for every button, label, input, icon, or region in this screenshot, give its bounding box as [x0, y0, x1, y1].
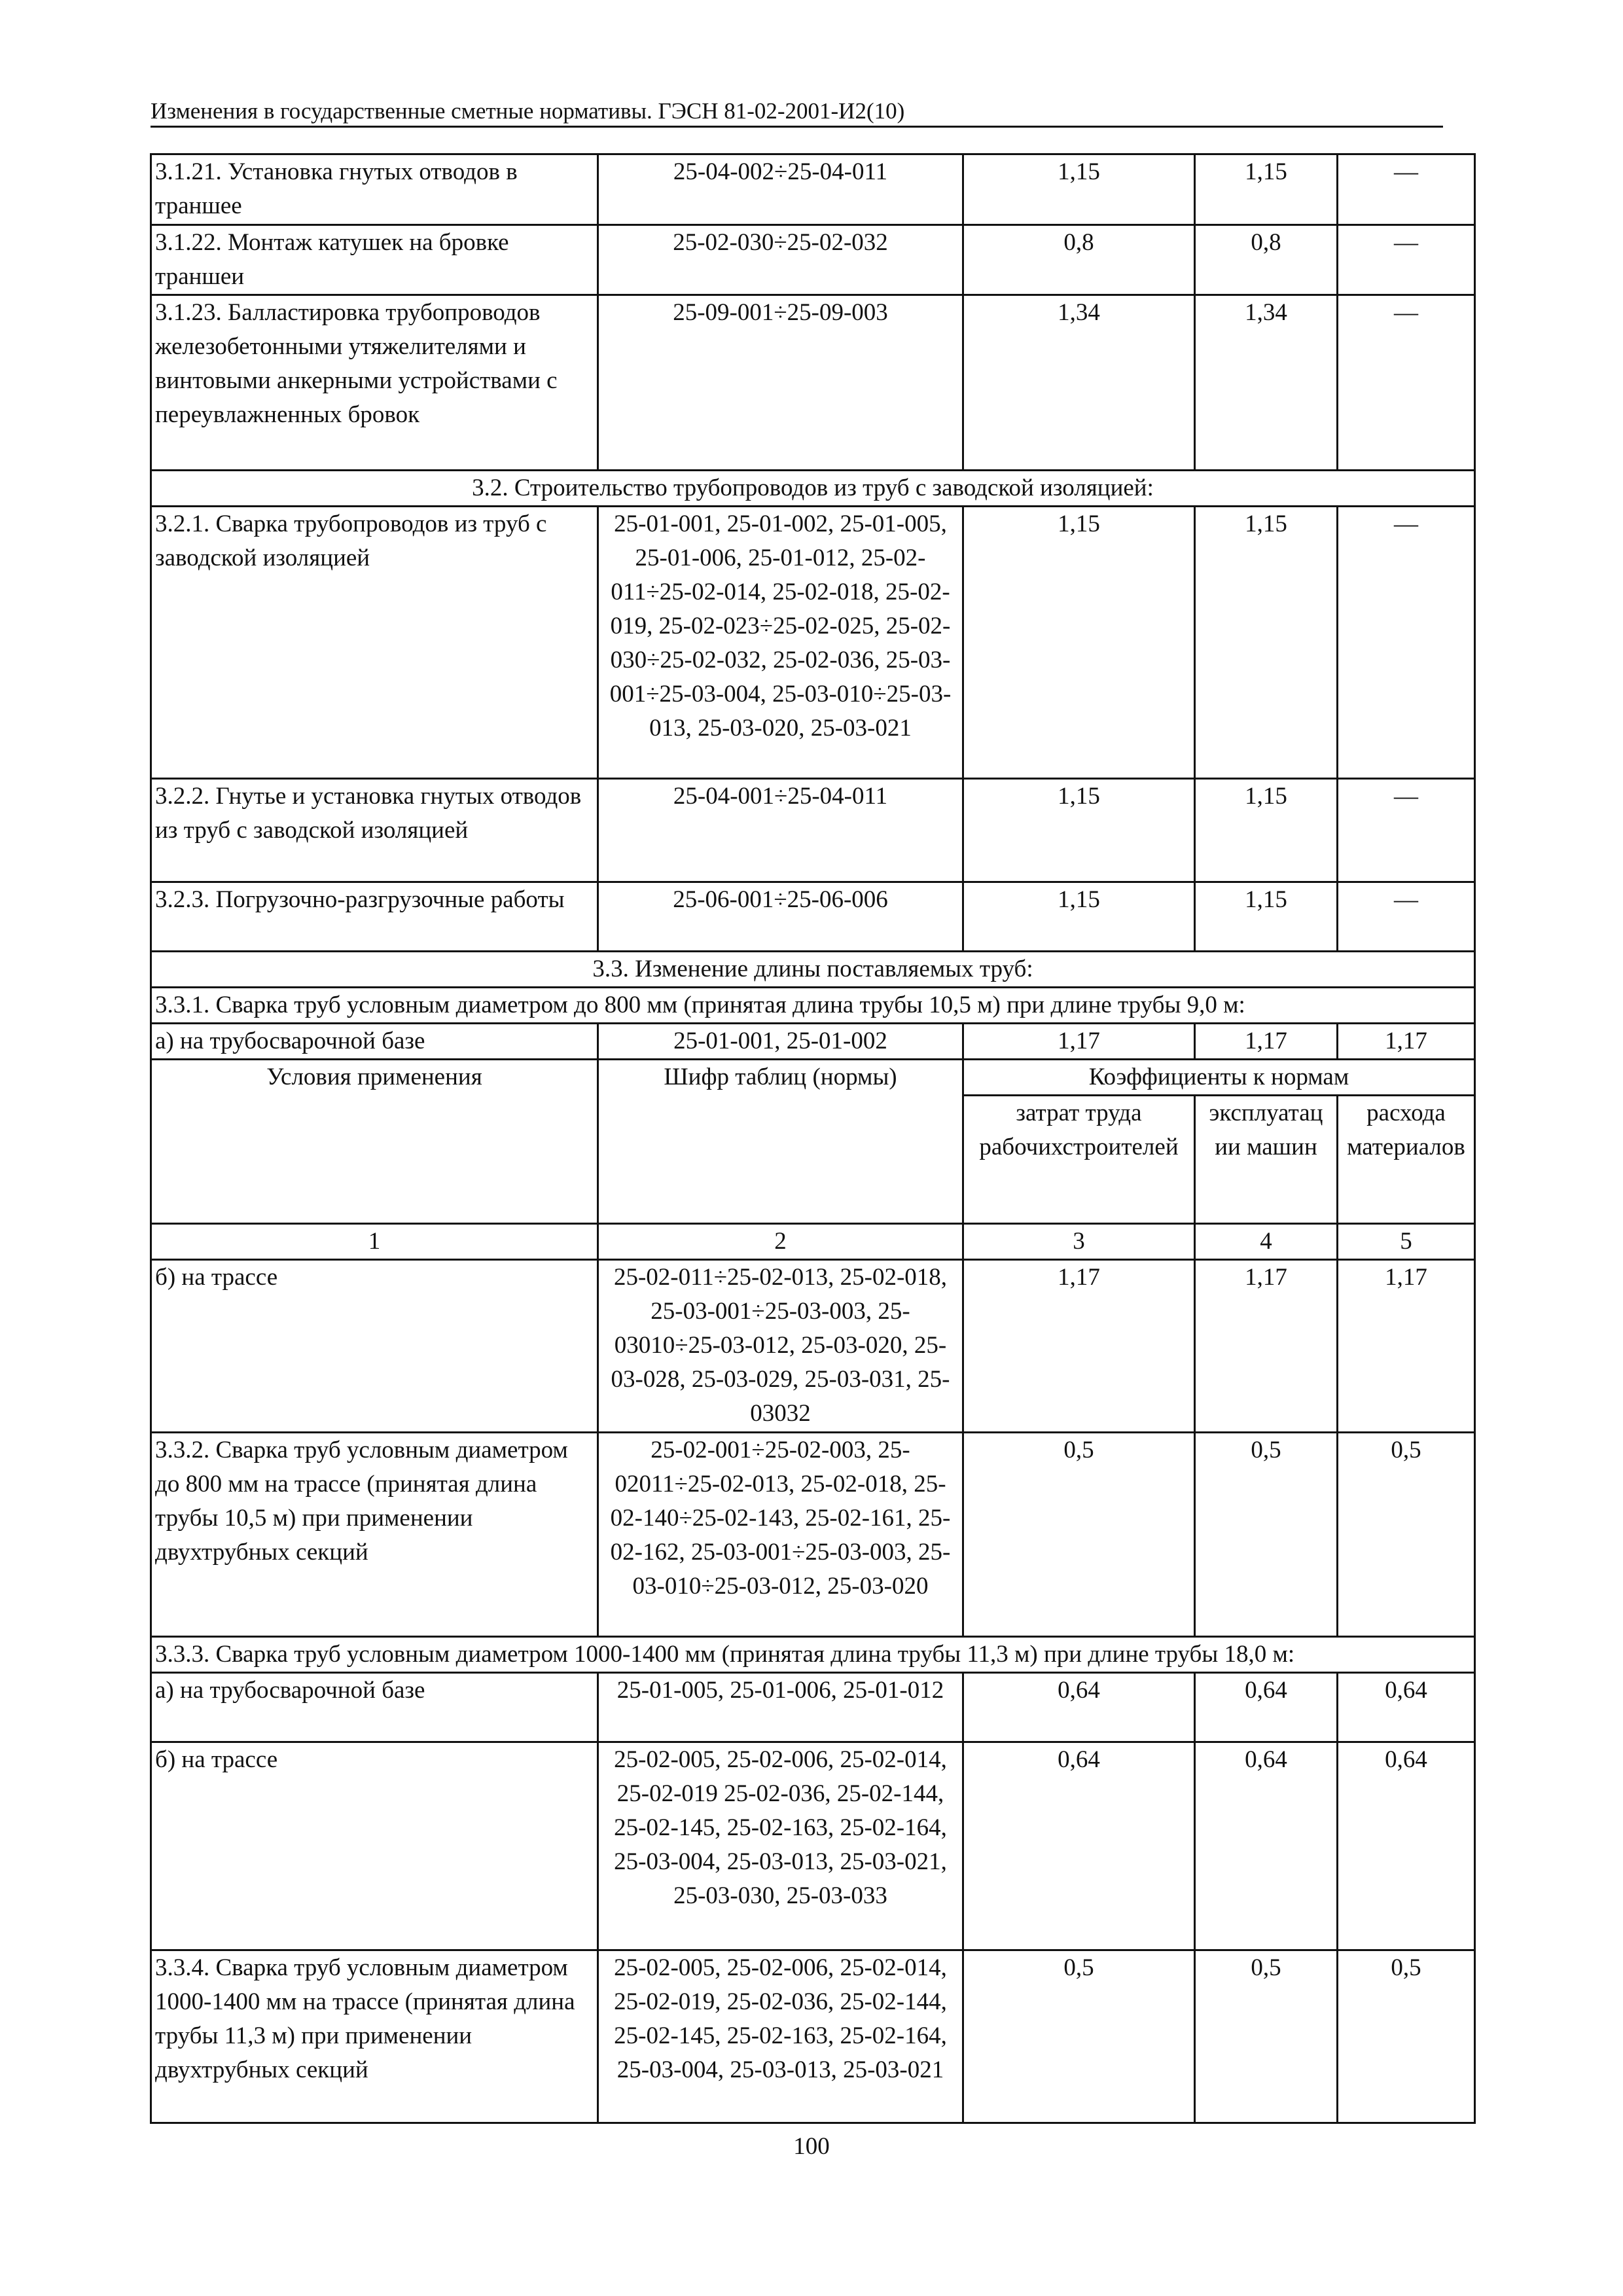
row-name: а) на трубосварочной базе: [151, 1673, 598, 1742]
table-row: [151, 1742, 1475, 1950]
row-code: 25-02-005, 25-02-006, 25-02-014, 25-02-019, 25-02-036, 25-02-144, 25-02-145, 25-02-163, 25-02-164, 25-03-004, 25-03-013, 25-03-021: [598, 1950, 963, 2123]
row-code: 25-02-005, 25-02-006, 25-02-014, 25-02-019 25-02-036, 25-02-144, 25-02-145, 25-02-163, 25-02-164, 25-03-004, 25-03-013, 25-03-021, 25-03-030, 25-03-033: [598, 1742, 963, 1950]
coef-materials: 0,5: [1338, 1950, 1475, 2123]
coef-materials: —: [1338, 154, 1475, 225]
col-number: 5: [1338, 1224, 1475, 1260]
table-row: [151, 1950, 1475, 2123]
coef-machines: 1,17: [1195, 1024, 1338, 1060]
row-code: 25-01-001, 25-01-002: [598, 1024, 963, 1060]
section-title: 3.2. Строительство трубопроводов из труб с заводской изоляцией:: [151, 471, 1475, 507]
coef-machines: 0,64: [1195, 1673, 1338, 1742]
row-name: б) на трассе: [151, 1742, 598, 1950]
coef-labor: 1,15: [963, 882, 1195, 952]
head-code: Шифр таблиц (нормы): [598, 1060, 963, 1224]
row-name: 3.1.21. Установка гнутых отводов в траншее: [151, 154, 598, 225]
col-number: 2: [598, 1224, 963, 1260]
coef-labor: 0,5: [963, 1433, 1195, 1637]
coef-labor: 1,15: [963, 779, 1195, 882]
coef-machines: 0,5: [1195, 1433, 1338, 1637]
row-name: 3.3.2. Сварка труб условным диаметром до 800 мм на трассе (принятая длина трубы 10,5 м) при применении двухтрубных секций: [151, 1433, 598, 1637]
page-number: 100: [793, 2133, 830, 2160]
row-code: 25-04-002÷25-04-011: [598, 154, 963, 225]
head-machines: эксплуатац ии машин: [1195, 1096, 1338, 1224]
head-materials: расхода материалов: [1338, 1096, 1475, 1224]
coef-materials: 1,17: [1338, 1260, 1475, 1433]
row-name: 3.2.1. Сварка трубопроводов из труб с заводской изоляцией: [151, 507, 598, 779]
table-head-row: [151, 1060, 1475, 1096]
head-coefficients: Коэффициенты к нормам: [963, 1060, 1475, 1096]
section-row: [151, 952, 1475, 988]
running-header: Изменения в государственные сметные нормативы. ГЭСН 81-02-2001-И2(10): [151, 98, 905, 124]
row-name: 3.3.4. Сварка труб условным диаметром 1000-1400 мм на трассе (принятая длина трубы 11,3 м) при применении двухтрубных секций: [151, 1950, 598, 2123]
coef-labor: 1,17: [963, 1260, 1195, 1433]
coef-materials: —: [1338, 779, 1475, 882]
coef-materials: —: [1338, 882, 1475, 952]
norms-table: [150, 153, 1476, 2124]
row-name: а) на трубосварочной базе: [151, 1024, 598, 1060]
table-row: [151, 779, 1475, 882]
table-row: [151, 882, 1475, 952]
subsection-title: 3.3.3. Сварка труб условным диаметром 1000-1400 мм (принятая длина трубы 11,3 м) при длине трубы 18,0 м:: [151, 1637, 1475, 1673]
row-code: 25-02-011÷25-02-013, 25-02-018, 25-03-001÷25-03-003, 25-03010÷25-03-012, 25-03-020, 25-03-028, 25-03-029, 25-03-031, 25-03032: [598, 1260, 963, 1433]
row-name: 3.1.22. Монтаж катушек на бровке траншеи: [151, 225, 598, 295]
coef-materials: —: [1338, 225, 1475, 295]
subsection-title: 3.3.1. Сварка труб условным диаметром до 800 мм (принятая длина трубы 10,5 м) при длине трубы 9,0 м:: [151, 988, 1475, 1024]
coef-machines: 0,64: [1195, 1742, 1338, 1950]
coef-machines: 1,15: [1195, 154, 1338, 225]
row-code: 25-06-001÷25-06-006: [598, 882, 963, 952]
coef-labor: 1,34: [963, 295, 1195, 471]
coef-machines: 1,17: [1195, 1260, 1338, 1433]
col-number: 1: [151, 1224, 598, 1260]
column-numbers-row: [151, 1224, 1475, 1260]
coef-labor: 0,5: [963, 1950, 1195, 2123]
row-code: 25-04-001÷25-04-011: [598, 779, 963, 882]
section-row: [151, 1637, 1475, 1673]
row-name: 3.1.23. Балластировка трубопроводов железобетонными утяжелителями и винтовыми анкерными устройствами с переувлажненных бровок: [151, 295, 598, 471]
coef-materials: —: [1338, 507, 1475, 779]
section-title: 3.3. Изменение длины поставляемых труб:: [151, 952, 1475, 988]
col-number: 3: [963, 1224, 1195, 1260]
coef-labor: 0,8: [963, 225, 1195, 295]
section-row: [151, 988, 1475, 1024]
coef-materials: 1,17: [1338, 1024, 1475, 1060]
coef-labor: 0,64: [963, 1742, 1195, 1950]
table-row: [151, 225, 1475, 295]
coef-machines: 1,15: [1195, 507, 1338, 779]
row-code: 25-02-030÷25-02-032: [598, 225, 963, 295]
coef-machines: 1,15: [1195, 779, 1338, 882]
table-row: [151, 1433, 1475, 1637]
coef-materials: 0,64: [1338, 1742, 1475, 1950]
row-name: б) на трассе: [151, 1260, 598, 1433]
coef-materials: —: [1338, 295, 1475, 471]
coef-materials: 0,5: [1338, 1433, 1475, 1637]
section-row: [151, 471, 1475, 507]
coef-materials: 0,64: [1338, 1673, 1475, 1742]
table-row: [151, 295, 1475, 471]
coef-machines: 0,5: [1195, 1950, 1338, 2123]
header-rule: [151, 126, 1443, 128]
coef-labor: 1,15: [963, 154, 1195, 225]
row-code: 25-02-001÷25-02-003, 25-02011÷25-02-013, 25-02-018, 25-02-140÷25-02-143, 25-02-161, 25-02-162, 25-03-001÷25-03-003, 25-03-010÷25-03-012, 25-03-020: [598, 1433, 963, 1637]
row-code: 25-01-005, 25-01-006, 25-01-012: [598, 1673, 963, 1742]
coef-labor: 1,15: [963, 507, 1195, 779]
coef-labor: 1,17: [963, 1024, 1195, 1060]
row-code: 25-01-001, 25-01-002, 25-01-005, 25-01-006, 25-01-012, 25-02-011÷25-02-014, 25-02-018, 25-02-019, 25-02-023÷25-02-025, 25-02-030÷25-02-032, 25-02-036, 25-03-001÷25-03-004, 25-03-010÷25-03-013, 25-03-020, 25-03-021: [598, 507, 963, 779]
table-row: [151, 1024, 1475, 1060]
table-row: [151, 1260, 1475, 1433]
coef-machines: 0,8: [1195, 225, 1338, 295]
col-number: 4: [1195, 1224, 1338, 1260]
table-row: [151, 1673, 1475, 1742]
row-name: 3.2.2. Гнутье и установка гнутых отводов из труб с заводской изоляцией: [151, 779, 598, 882]
table-row: [151, 154, 1475, 225]
head-labor: затрат труда рабочихстроителей: [963, 1096, 1195, 1224]
coef-labor: 0,64: [963, 1673, 1195, 1742]
coef-machines: 1,34: [1195, 295, 1338, 471]
table-row: [151, 507, 1475, 779]
head-conditions: Условия применения: [151, 1060, 598, 1224]
row-code: 25-09-001÷25-09-003: [598, 295, 963, 471]
coef-machines: 1,15: [1195, 882, 1338, 952]
row-name: 3.2.3. Погрузочно-разгрузочные работы: [151, 882, 598, 952]
